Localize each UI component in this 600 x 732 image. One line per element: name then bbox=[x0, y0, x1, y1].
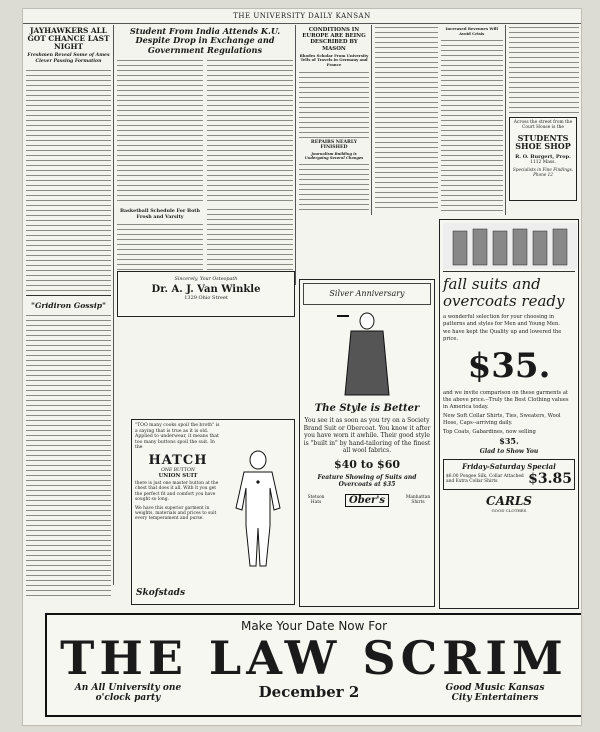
silver-anniversary-banner: Silver Anniversary bbox=[303, 283, 431, 305]
article-body-text bbox=[509, 25, 579, 115]
article-body-text bbox=[441, 38, 504, 213]
newspaper-sheet bbox=[22, 8, 582, 726]
hatch-body: there is just one master button at the chest that does it all. With it you get the perfect fit and comfort you have sought so long. bbox=[135, 480, 219, 503]
law-scrim-left: An All University one o'clock party bbox=[74, 683, 182, 703]
column-misc bbox=[375, 25, 503, 213]
hatch-brand-sub2: UNION SUIT bbox=[158, 472, 198, 479]
obers-feature: Feature Showing of Suits and Overcoats at $35 bbox=[317, 473, 417, 488]
article-body-text bbox=[117, 222, 203, 272]
article-body-text bbox=[299, 162, 369, 213]
hatch-body2: We have this superior garment in weights, materials and prices to suit every temperament and purse. bbox=[135, 505, 217, 522]
ad-obers bbox=[299, 279, 435, 607]
article-body-text bbox=[26, 313, 111, 600]
obers-logo: Ober's bbox=[345, 494, 389, 507]
article-body-text bbox=[375, 25, 438, 211]
masthead-title: THE UNIVERSITY DAILY KANSAN bbox=[233, 12, 371, 20]
carls-copy-1: a wonderful selection for your choosing in patterns and styles for Men and Young Men. bbox=[443, 314, 560, 327]
headline-basketball-schedule: Basketball Schedule For Both Frosh and Varsity bbox=[119, 208, 201, 220]
hatch-quote: "TOO many cooks spoil the broth" is a saying that is true as it is old. Applied to underwear, it means that too many buttons spoil the suit. In the bbox=[135, 423, 220, 451]
carls-topcoat-price: $35. bbox=[499, 435, 519, 446]
law-scrim-date: December 2 bbox=[258, 683, 360, 701]
article-body-text bbox=[117, 58, 203, 204]
column-europe bbox=[299, 25, 369, 213]
shoe-shop-address: 1112 Mass. bbox=[530, 160, 556, 165]
obers-left-tag: Stetson Hats bbox=[307, 495, 325, 506]
headline-gridiron-gossip: "Gridiron Gossip" bbox=[30, 301, 106, 310]
carls-special-copy: $6.00 Pongee Silk, Collar Attached and Extra Collar Shirts bbox=[446, 473, 524, 484]
union-suit-illustration bbox=[228, 448, 288, 568]
hatch-brand-sub: ONE BUTTON bbox=[161, 467, 195, 473]
column-rule bbox=[295, 25, 296, 285]
ad-osteopath bbox=[117, 271, 295, 317]
headline-europe: CONDITIONS IN EUROPE ARE BEING DESCRIBED BY MASON bbox=[302, 27, 366, 52]
ad-law-scrim bbox=[45, 613, 582, 717]
column-rule bbox=[113, 25, 114, 585]
law-scrim-title: THE LAW SCRIM bbox=[60, 631, 568, 685]
carls-special-title: Friday-Saturday Special bbox=[462, 461, 556, 471]
osteopath-address: 1329 Ohio Street bbox=[184, 295, 228, 301]
headline-repairs: REPAIRS NEARLY FINISHED bbox=[310, 139, 358, 150]
osteopath-name: Dr. A. J. Van Winkle bbox=[151, 284, 261, 295]
ad-hatch-union-suit bbox=[131, 419, 295, 605]
ad-students-shoe-shop bbox=[509, 117, 577, 201]
carls-copy-3: and we invite comparison on these garments at the above price.--Truly the Best Clothing values in America today. bbox=[443, 390, 569, 410]
column-rule bbox=[371, 25, 372, 215]
column-notes bbox=[509, 25, 579, 115]
shoe-shop-intro: Across the street from the Court House is the bbox=[513, 120, 573, 131]
carls-closing: Glad to Show You bbox=[479, 447, 539, 455]
carls-price: $35. bbox=[467, 346, 551, 387]
subhead-rhodes: Rhodes Scholar From University Tells of Travels in Germany and France bbox=[299, 52, 369, 67]
obers-right-tag: Manhattan Shirts bbox=[405, 495, 431, 506]
man-in-overcoat-illustration bbox=[307, 307, 427, 397]
article-body-text bbox=[26, 68, 111, 293]
obers-copy: You see it as soon as you try on a Society Brand Suit or Obercoat. You know it after you have worn it awhile. Their good style is "built in" by hand-tailoring of the finest all wool fabrics. bbox=[303, 417, 431, 455]
law-scrim-right: Good Music Kansas City Entertainers bbox=[445, 683, 545, 703]
law-scrim-top: Make Your Date Now For bbox=[240, 619, 388, 633]
suits-illustration bbox=[443, 223, 575, 272]
obers-price: $40 to $60 bbox=[334, 457, 400, 471]
carls-logo: CARLS bbox=[486, 493, 532, 508]
subhead-freshmen: Freshmen Reveal Some of Ames Clever Passing Formation bbox=[27, 53, 110, 64]
subhead-journalism: Journalism Building is Undergoing Several Changes bbox=[304, 151, 364, 160]
carls-copy-2: we have kept the Quality up and lowered the price. bbox=[443, 329, 562, 342]
headline-revenues: Increased Revenues Will Avoid Crisis bbox=[445, 26, 498, 36]
carls-headline: fall suits and overcoats ready bbox=[443, 275, 565, 310]
headline-jayhawkers: JAYHAWKERS ALL GOT CHANCE LAST NIGHT bbox=[27, 26, 110, 51]
masthead bbox=[23, 9, 581, 24]
shoe-shop-owner: R. O. Burgert, Prop. bbox=[515, 154, 571, 160]
ad-carls bbox=[439, 219, 579, 609]
shoe-shop-name: STUDENTS SHOE SHOP bbox=[515, 132, 571, 152]
column-rule bbox=[505, 25, 506, 215]
hatch-brand: HATCH bbox=[148, 452, 208, 468]
article-body-text bbox=[207, 207, 293, 275]
carls-logo-sub: GOOD CLOTHES bbox=[491, 507, 527, 513]
column-india bbox=[117, 25, 293, 283]
shoe-shop-tag: Specialists in Fine Findings. Phone 12 bbox=[512, 167, 574, 177]
obers-headline: The Style is Better bbox=[314, 403, 420, 414]
osteopath-line: Sincerely, Your Osteopath bbox=[174, 277, 238, 282]
carls-topcoats: Top Coats, Gabardines, now selling bbox=[443, 429, 536, 436]
article-body-text bbox=[299, 70, 369, 138]
headline-india-student: Student From India Attends K.U. Despite Drop in Exchange and Government Regulations bbox=[129, 26, 281, 55]
column-sports bbox=[26, 25, 111, 600]
skofstads-logo: Skofstads bbox=[136, 588, 186, 598]
carls-shirts: New Soft Collar Shirts, Ties, Sweaters, Wool Hose, Caps--arriving daily. bbox=[443, 413, 561, 426]
article-body-text bbox=[207, 58, 293, 204]
carls-special-price: $3.85 bbox=[528, 470, 572, 487]
